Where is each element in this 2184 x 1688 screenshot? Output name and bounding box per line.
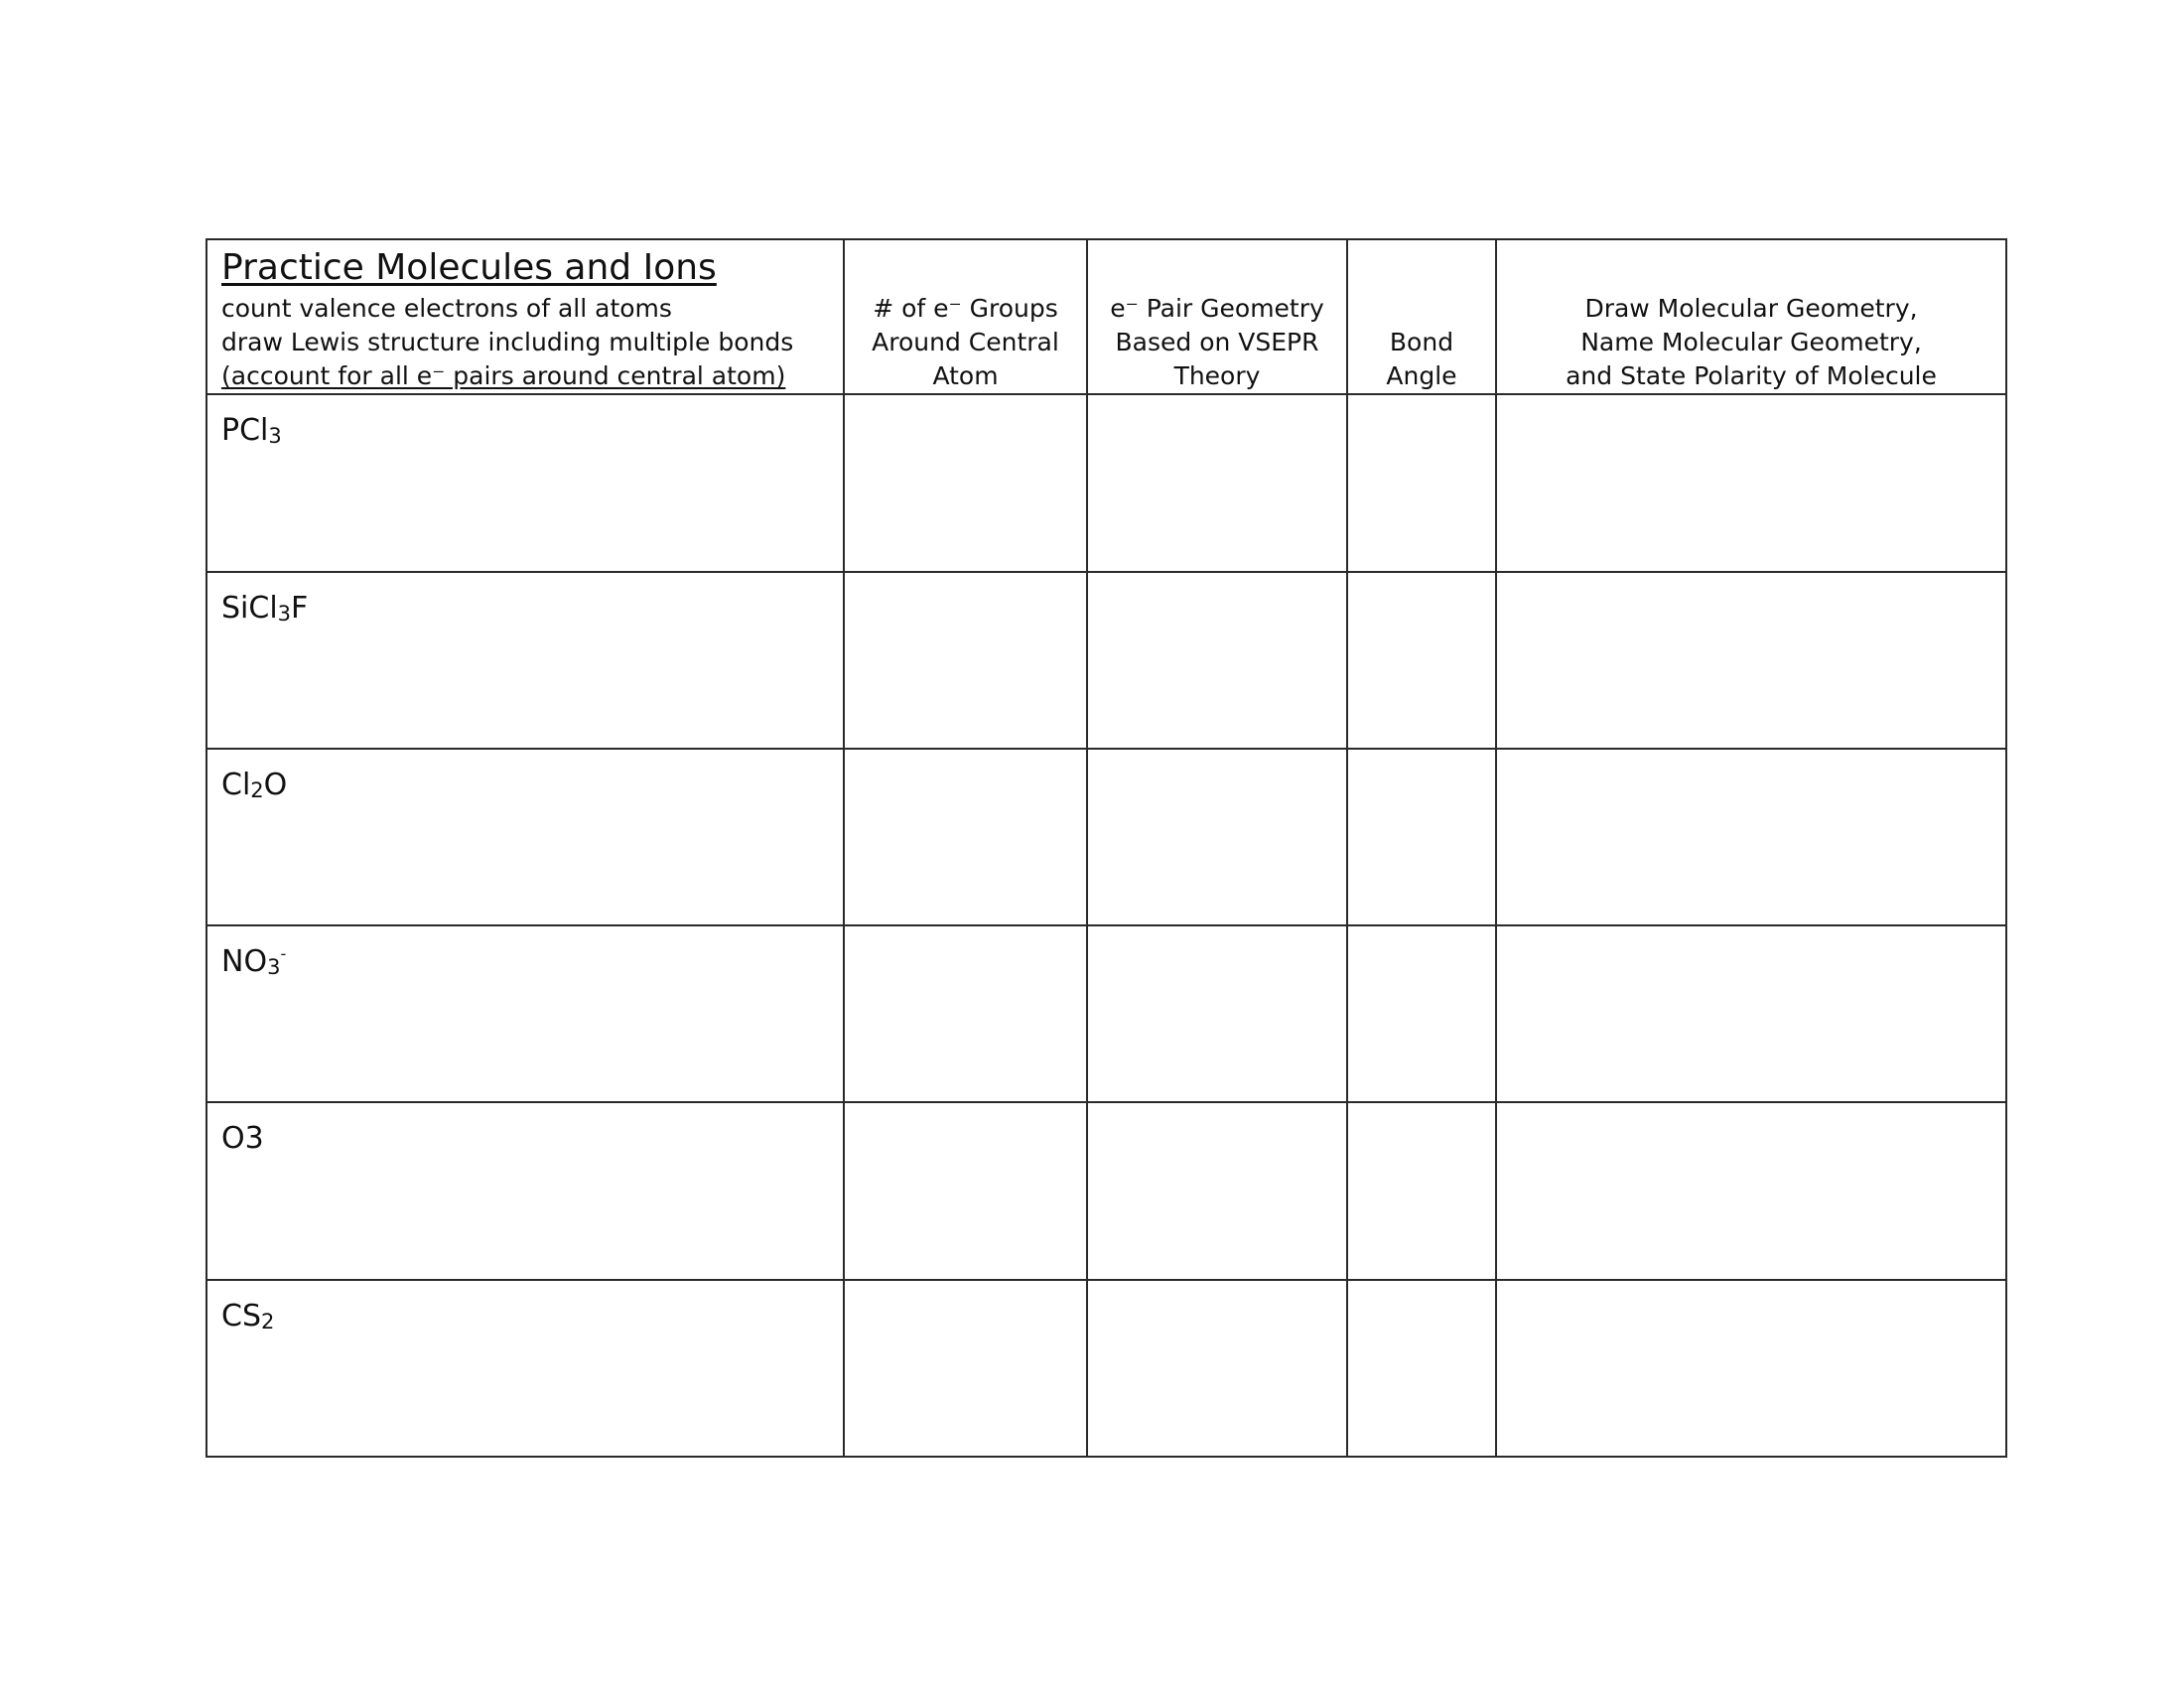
header-line: Around Central	[872, 328, 1059, 357]
formula-cell	[206, 572, 844, 749]
table-row	[206, 572, 2006, 749]
electron-groups-answer-cell[interactable]	[844, 572, 1087, 749]
title-cell	[206, 239, 844, 394]
molecule-formula: PCl$_3$	[221, 413, 282, 449]
molecule-formula: $Cl_2O$	[221, 767, 288, 802]
bond-angle-answer-cell[interactable]	[1347, 1102, 1496, 1279]
electron-groups-answer-cell[interactable]	[844, 1102, 1087, 1279]
header-pair-geometry	[1087, 239, 1347, 394]
formula-cell	[206, 1102, 844, 1279]
molecular-geometry-answer-cell[interactable]	[1496, 749, 2006, 925]
header-line: Atom	[932, 361, 999, 391]
pair-geometry-answer-cell[interactable]	[1087, 572, 1347, 749]
header-line: e⁻ Pair Geometry	[1110, 294, 1324, 324]
molecule-formula: SiCl$_3$F	[221, 590, 309, 626]
instruction-line: (account for all e⁻ pairs around central atom)	[221, 361, 786, 390]
molecule-formula: $CS_2$	[221, 1298, 275, 1334]
header-row	[206, 239, 2006, 394]
bond-angle-answer-cell[interactable]	[1347, 925, 1496, 1102]
formula-cell	[206, 925, 844, 1102]
header-line: Bond	[1389, 328, 1454, 357]
molecular-geometry-answer-cell[interactable]	[1496, 1280, 2006, 1457]
table-row	[206, 925, 2006, 1102]
pair-geometry-answer-cell[interactable]	[1087, 1280, 1347, 1457]
formula-cell	[206, 394, 844, 571]
bond-angle-answer-cell[interactable]	[1347, 1280, 1496, 1457]
header-molecular-geometry	[1496, 239, 2006, 394]
molecular-geometry-answer-cell[interactable]	[1496, 925, 2006, 1102]
pair-geometry-answer-cell[interactable]	[1087, 1102, 1347, 1279]
molecule-formula: $NO_3^-$	[221, 944, 287, 980]
table-row	[206, 1280, 2006, 1457]
formula-cell	[206, 1280, 844, 1457]
bond-angle-answer-cell[interactable]	[1347, 572, 1496, 749]
pair-geometry-answer-cell[interactable]	[1087, 394, 1347, 571]
table-row	[206, 749, 2006, 925]
molecular-geometry-answer-cell[interactable]	[1496, 1102, 2006, 1279]
electron-groups-answer-cell[interactable]	[844, 749, 1087, 925]
electron-groups-answer-cell[interactable]	[844, 925, 1087, 1102]
header-line: Name Molecular Geometry,	[1580, 328, 1922, 357]
bond-angle-answer-cell[interactable]	[1347, 749, 1496, 925]
electron-groups-answer-cell[interactable]	[844, 394, 1087, 571]
molecular-geometry-answer-cell[interactable]	[1496, 394, 2006, 571]
table-row	[206, 394, 2006, 571]
worksheet-title: Practice Molecules and Ions	[221, 247, 717, 288]
header-line: Theory	[1173, 361, 1261, 391]
table-row	[206, 1102, 2006, 1279]
header-line: Based on VSEPR	[1115, 328, 1319, 357]
formula-cell	[206, 749, 844, 925]
header-line: # of e⁻ Groups	[873, 294, 1058, 324]
instruction-line: count valence electrons of all atoms	[221, 294, 672, 323]
header-electron-groups	[844, 239, 1087, 394]
header-line: Angle	[1386, 361, 1457, 391]
header-line: Draw Molecular Geometry,	[1584, 294, 1918, 324]
pair-geometry-answer-cell[interactable]	[1087, 749, 1347, 925]
pair-geometry-answer-cell[interactable]	[1087, 925, 1347, 1102]
header-bond-angle	[1347, 239, 1496, 394]
practice-worksheet-table	[205, 238, 2007, 1458]
bond-angle-answer-cell[interactable]	[1347, 394, 1496, 571]
header-line: and State Polarity of Molecule	[1566, 361, 1937, 391]
instruction-line: draw Lewis structure including multiple bonds	[221, 328, 794, 356]
molecular-geometry-answer-cell[interactable]	[1496, 572, 2006, 749]
electron-groups-answer-cell[interactable]	[844, 1280, 1087, 1457]
molecule-formula: O3	[221, 1121, 264, 1157]
